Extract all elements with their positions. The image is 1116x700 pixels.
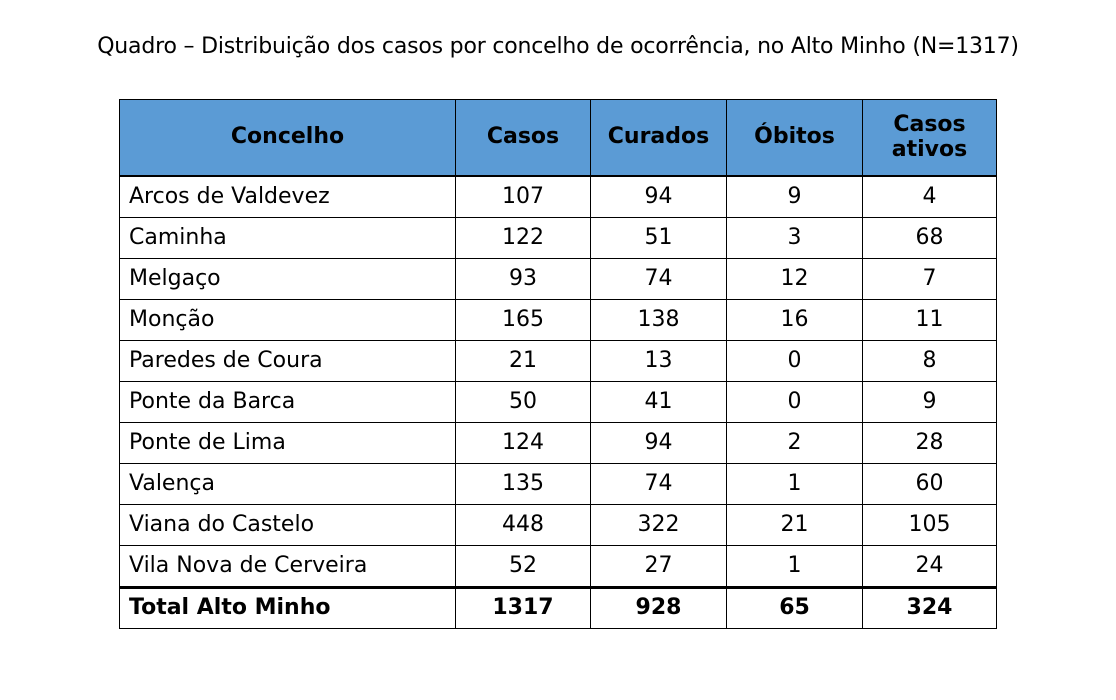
cell-curados: 322 <box>591 505 727 546</box>
cell-curados: 13 <box>591 341 727 382</box>
header-casos-ativos <box>863 100 997 177</box>
total-label: Total Alto Minho <box>120 588 456 629</box>
cell-concelho: Melgaço <box>120 259 456 300</box>
cell-casos-ativos: 11 <box>863 300 997 341</box>
table-row <box>120 341 997 382</box>
cell-casos-ativos: 7 <box>863 259 997 300</box>
cell-concelho: Arcos de Valdevez <box>120 176 456 218</box>
cell-concelho: Valença <box>120 464 456 505</box>
cell-curados: 138 <box>591 300 727 341</box>
cell-concelho: Ponte da Barca <box>120 382 456 423</box>
cell-curados: 51 <box>591 218 727 259</box>
cell-casos: 50 <box>456 382 591 423</box>
cell-casos-ativos: 8 <box>863 341 997 382</box>
cell-casos: 107 <box>456 176 591 218</box>
cell-curados: 94 <box>591 176 727 218</box>
cell-casos: 135 <box>456 464 591 505</box>
cell-casos: 93 <box>456 259 591 300</box>
total-curados: 928 <box>591 588 727 629</box>
cell-concelho: Monção <box>120 300 456 341</box>
cell-obitos: 12 <box>727 259 863 300</box>
cell-obitos: 0 <box>727 341 863 382</box>
header-row <box>120 100 997 177</box>
total-obitos: 65 <box>727 588 863 629</box>
table-row <box>120 218 997 259</box>
table-row <box>120 300 997 341</box>
cell-concelho: Paredes de Coura <box>120 341 456 382</box>
cases-table <box>119 99 997 629</box>
cell-casos-ativos: 4 <box>863 176 997 218</box>
cell-casos-ativos: 24 <box>863 546 997 588</box>
cell-casos: 124 <box>456 423 591 464</box>
table-row <box>120 546 997 588</box>
total-row <box>120 588 997 629</box>
header-casos: Casos <box>456 100 591 177</box>
cell-obitos: 16 <box>727 300 863 341</box>
cell-curados: 41 <box>591 382 727 423</box>
header-curados: Curados <box>591 100 727 177</box>
cell-casos-ativos: 28 <box>863 423 997 464</box>
cell-casos: 165 <box>456 300 591 341</box>
cell-curados: 74 <box>591 464 727 505</box>
header-obitos: Óbitos <box>727 100 863 177</box>
cell-obitos: 9 <box>727 176 863 218</box>
total-casos-ativos: 324 <box>863 588 997 629</box>
table-row <box>120 382 997 423</box>
cell-casos-ativos: 105 <box>863 505 997 546</box>
table-row <box>120 464 997 505</box>
cell-concelho: Viana do Castelo <box>120 505 456 546</box>
table-row <box>120 259 997 300</box>
cell-obitos: 3 <box>727 218 863 259</box>
table-row <box>120 423 997 464</box>
cell-casos: 21 <box>456 341 591 382</box>
cell-obitos: 21 <box>727 505 863 546</box>
cell-casos-ativos: 68 <box>863 218 997 259</box>
cell-concelho: Ponte de Lima <box>120 423 456 464</box>
cell-casos: 122 <box>456 218 591 259</box>
header-concelho: Concelho <box>120 100 456 177</box>
cell-curados: 94 <box>591 423 727 464</box>
table-caption: Quadro – Distribuição dos casos por concelho de ocorrência, no Alto Minho (N=1317) <box>97 34 1019 59</box>
cell-casos-ativos: 60 <box>863 464 997 505</box>
cell-curados: 74 <box>591 259 727 300</box>
table-row <box>120 505 997 546</box>
cell-casos: 448 <box>456 505 591 546</box>
cell-concelho: Vila Nova de Cerveira <box>120 546 456 588</box>
cell-casos: 52 <box>456 546 591 588</box>
cell-curados: 27 <box>591 546 727 588</box>
table-row <box>120 176 997 218</box>
total-casos: 1317 <box>456 588 591 629</box>
cell-casos-ativos: 9 <box>863 382 997 423</box>
cell-concelho: Caminha <box>120 218 456 259</box>
cell-obitos: 0 <box>727 382 863 423</box>
cell-obitos: 1 <box>727 464 863 505</box>
cell-obitos: 2 <box>727 423 863 464</box>
header-casos-ativos-label: Casos ativos <box>891 112 968 162</box>
cell-obitos: 1 <box>727 546 863 588</box>
